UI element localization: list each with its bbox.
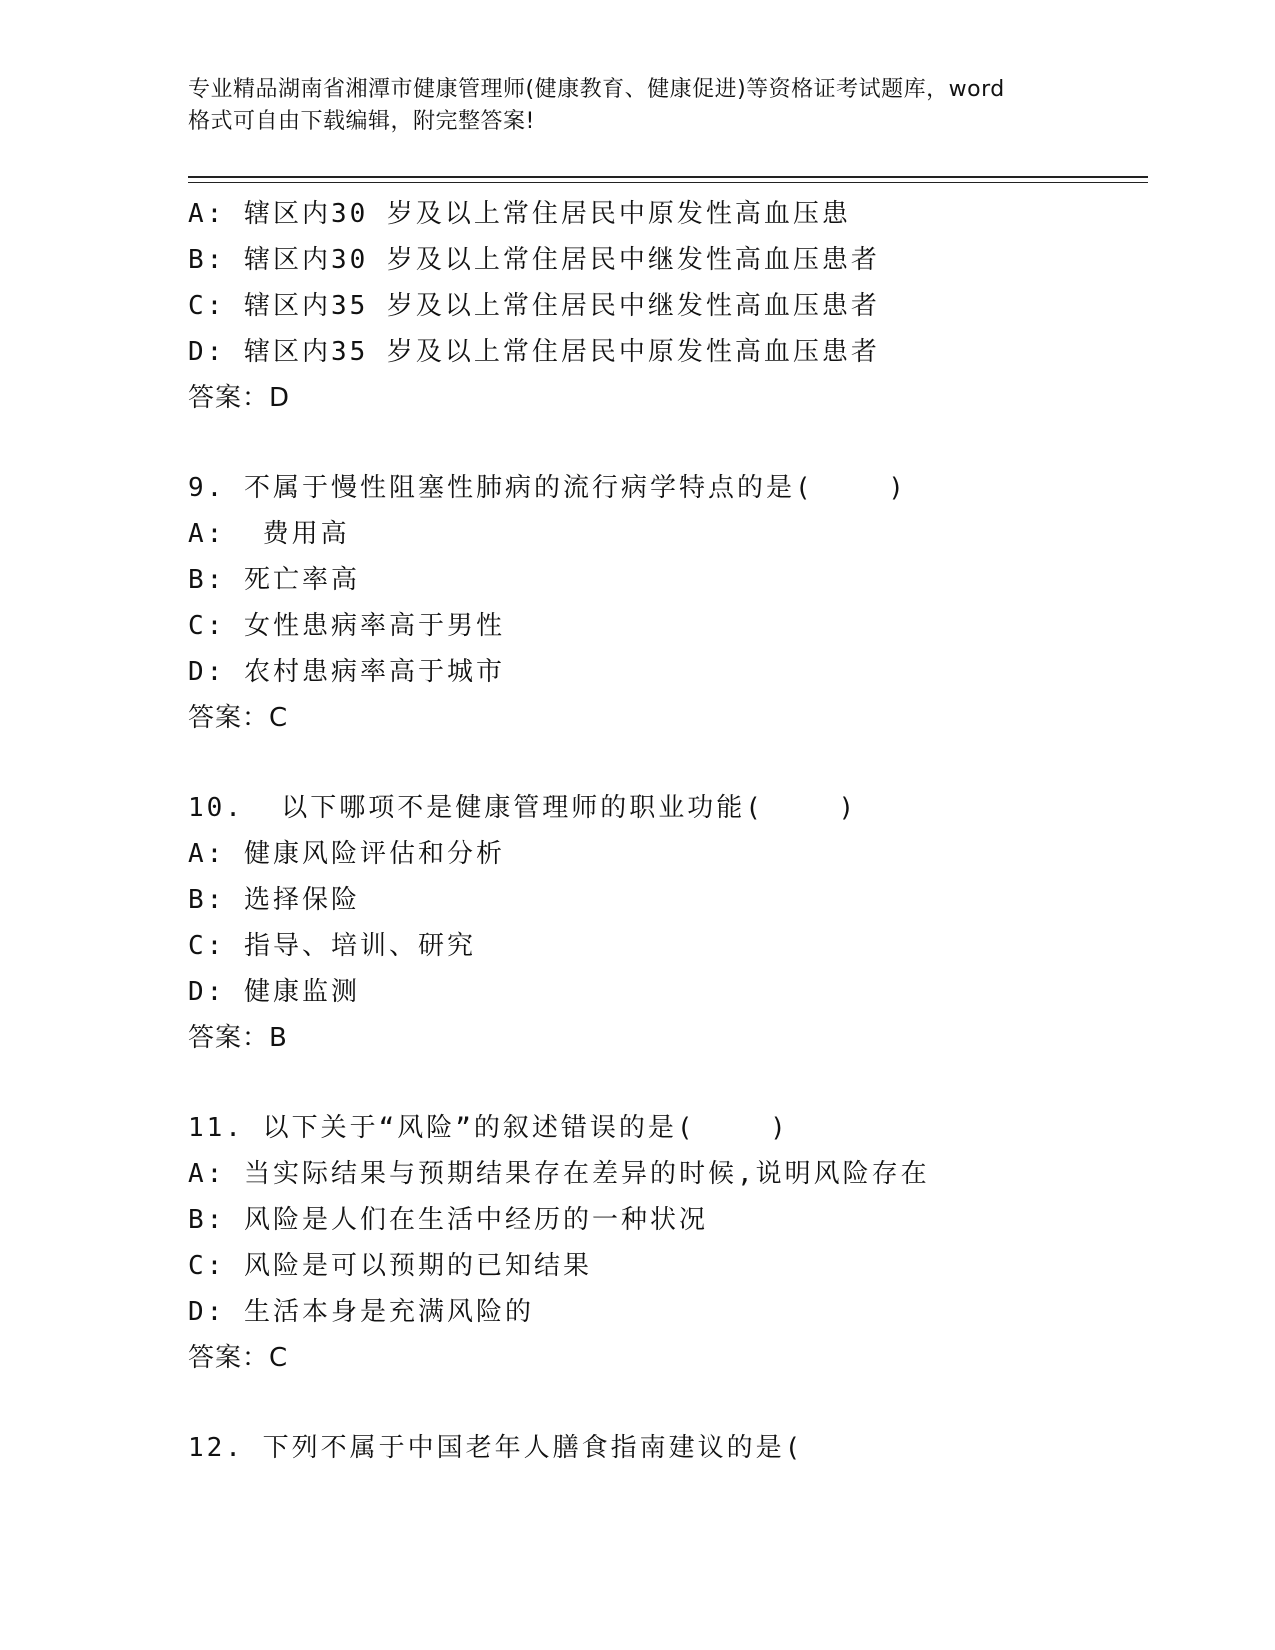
q11-option-a: A: 当实际结果与预期结果存在差异的时候,说明风险存在 <box>188 1159 930 1189</box>
q9-option-c: C: 女性患病率高于男性 <box>188 611 505 641</box>
document-header <box>188 74 1108 138</box>
q9-option-d: D: 农村患病率高于城市 <box>188 657 505 687</box>
spacer <box>188 741 1148 785</box>
spacer <box>188 1061 1148 1105</box>
q11-option-b: B: 风险是人们在生活中经历的一种状况 <box>188 1205 708 1235</box>
q10-option-c: C: 指导、培训、研究 <box>188 931 476 961</box>
question-9 <box>188 465 1148 741</box>
header-line-1: 专业精品湖南省湘潭市健康管理师(健康教育、健康促进)等资格证考试题库，word <box>188 77 1005 102</box>
spacer <box>188 1381 1148 1425</box>
q11-option-c: C: 风险是可以预期的已知结果 <box>188 1251 592 1281</box>
q9-option-b: B: 死亡率高 <box>188 565 360 595</box>
q11-option-d: D: 生活本身是充满风险的 <box>188 1297 534 1327</box>
q9-question: 9. 不属于慢性阻塞性肺病的流行病学特点的是( ) <box>188 473 907 503</box>
question-12 <box>188 1425 1148 1471</box>
q10-question: 10. 以下哪项不是健康管理师的职业功能( ) <box>188 793 858 823</box>
question-8 <box>188 191 1148 421</box>
q8-option-a: A: 辖区内30 岁及以上常住居民中原发性高血压患 <box>188 199 851 229</box>
q12-question: 12. 下列不属于中国老年人膳食指南建议的是( <box>188 1433 804 1463</box>
question-10 <box>188 785 1148 1061</box>
q10-answer: 答案：B <box>188 1023 288 1053</box>
header-line-2: 格式可自由下载编辑，附完整答案! <box>188 109 535 134</box>
q10-option-b: B: 选择保险 <box>188 885 360 915</box>
spacer <box>188 421 1148 465</box>
q11-answer: 答案：C <box>188 1343 289 1373</box>
header-rule-thick <box>188 176 1148 178</box>
q8-option-b: B: 辖区内30 岁及以上常住居民中继发性高血压患者 <box>188 245 880 275</box>
q9-option-a: A: 费用高 <box>188 519 350 549</box>
q10-option-a: A: 健康风险评估和分析 <box>188 839 505 869</box>
q8-option-d: D: 辖区内35 岁及以上常住居民中原发性高血压患者 <box>188 337 880 367</box>
question-11 <box>188 1105 1148 1381</box>
header-rule-thin <box>188 182 1148 183</box>
q8-option-c: C: 辖区内35 岁及以上常住居民中继发性高血压患者 <box>188 291 880 321</box>
q10-option-d: D: 健康监测 <box>188 977 360 1007</box>
q8-answer: 答案：D <box>188 383 291 413</box>
q11-question: 11. 以下关于“风险”的叙述错误的是( ) <box>188 1113 789 1143</box>
question-list <box>188 191 1148 1471</box>
q9-answer: 答案：C <box>188 703 289 733</box>
